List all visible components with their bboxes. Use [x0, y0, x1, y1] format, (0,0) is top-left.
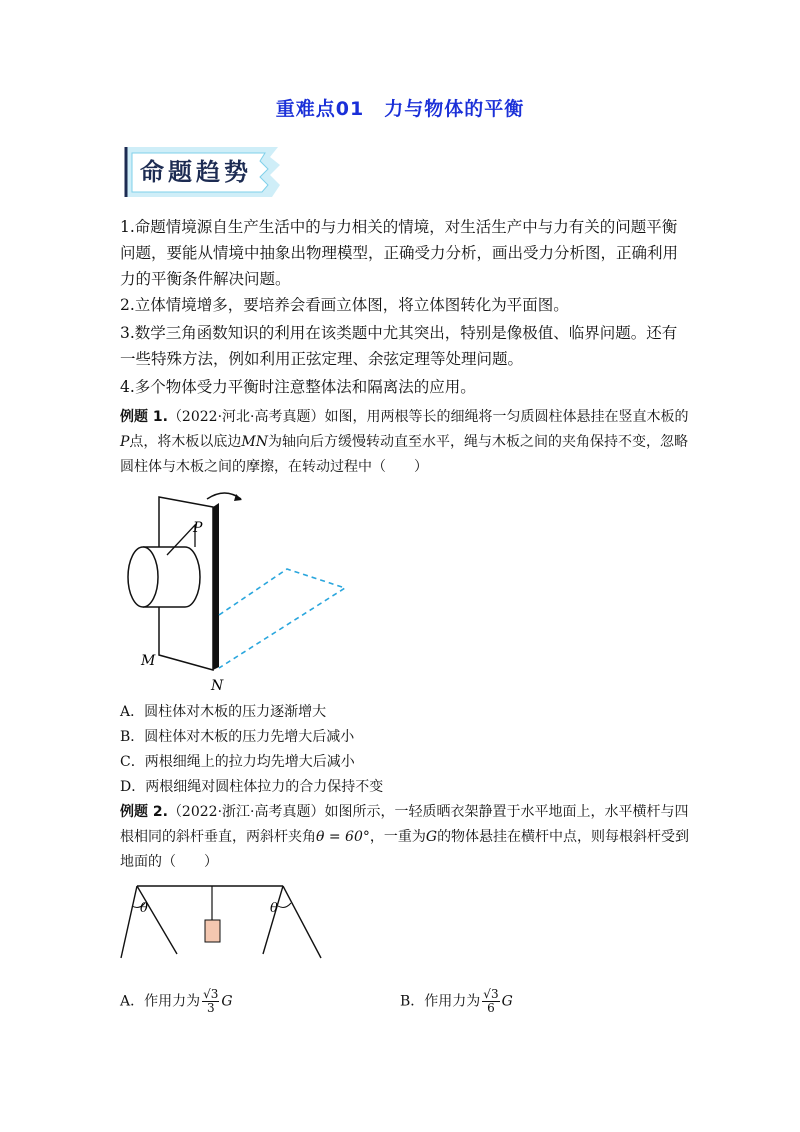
example-2-figure — [115, 878, 325, 963]
example-1-label: 例题 1. — [120, 409, 168, 425]
variable-g: G — [221, 993, 233, 1010]
fraction-denominator: 3 — [206, 1001, 215, 1015]
variable-p: P — [120, 434, 130, 450]
example-2-text: 如图所示，一轻质晒衣架静置于水平地面上，水平横杆与四根相同的斜杆垂直，两斜杆夹角 — [120, 804, 689, 845]
example-2-text: 的物体悬挂在横杆中点，则每根斜杆受到地面的（ ） — [120, 829, 690, 870]
option-c: C．两根细绳上的拉力均先增大后减小 — [120, 754, 355, 770]
example-1-text: 为轴向后方缓慢转动直至水平，绳与木板之间的夹角保持不变，忽略圆柱体与木板之间的摩擦，在转动过程中（ ） — [120, 434, 689, 475]
trend-item-2: 2.立体情境增多，要培养会看画立体图，将立体图转化为平面图。 — [120, 296, 569, 314]
hanging-weight — [205, 920, 220, 942]
option-a: A．圆柱体对木板的压力逐渐增大 — [120, 704, 327, 720]
fraction-numerator: √3 — [203, 987, 219, 1001]
example-1-text: 如图，用两根等长的细绳将一匀质圆柱体悬挂在竖直木板的 — [324, 409, 689, 425]
option-b: B．圆柱体对木板的压力先增大后减小 — [120, 729, 355, 745]
angle-expression: θ = 60° — [316, 829, 370, 845]
option-2-b — [400, 988, 513, 1015]
label-m: M — [141, 653, 156, 669]
page-title: 重难点01 力与物体的平衡 — [275, 98, 525, 120]
dashed-rotated-board — [219, 569, 345, 668]
example-2-source: （2022·浙江·高考真题） — [167, 804, 325, 820]
trend-item-1: 1.命题情境源自生产生活中的与力相关的情境，对生活生产中与力有关的问题平衡问题，要能从情境中抽象出物理模型，正确受力分析，画出受力分析图，正确利用力的平衡条件解决问题。 — [120, 218, 679, 288]
variable-g: G — [425, 829, 438, 845]
option-text: A．作用力为 — [120, 993, 201, 1010]
variable-g: G — [501, 993, 513, 1010]
theta-label-right: θ — [270, 901, 278, 916]
option-d: D．两根细绳对圆柱体拉力的合力保持不变 — [120, 779, 384, 795]
variable-mn: MN — [241, 434, 269, 450]
fraction — [482, 988, 499, 1015]
example-1-figure — [115, 485, 355, 695]
banner-label: 命题趋势 — [140, 158, 252, 186]
fraction-numerator: √3 — [483, 987, 499, 1001]
fraction — [202, 988, 219, 1015]
option-2-a — [120, 988, 233, 1015]
trend-item-4: 4.多个物体受力平衡时注意整体法和隔离法的应用。 — [120, 378, 476, 396]
fraction-denominator: 6 — [487, 1001, 495, 1015]
cylinder — [128, 547, 158, 607]
label-p: P — [193, 520, 203, 536]
option-text: B．作用力为 — [400, 993, 481, 1010]
theta-label-left: θ — [140, 901, 148, 916]
example-1-text: 点，将木板以底边 — [129, 434, 242, 450]
example-2-question — [120, 800, 690, 875]
example-2-text: ，一重为 — [369, 829, 426, 845]
example-2-label: 例题 2. — [120, 804, 168, 820]
example-1-source: （2022·河北·高考真题） — [167, 409, 325, 425]
example-1-question — [120, 405, 690, 480]
board-edge — [213, 503, 219, 670]
trend-item-3: 3.数学三角函数知识的利用在该类题中尤其突出，特别是像极值、临界问题。还有一些特殊方法，例如利用正弦定理、余弦定理等处理问题。 — [120, 324, 678, 368]
label-n: N — [211, 678, 224, 694]
